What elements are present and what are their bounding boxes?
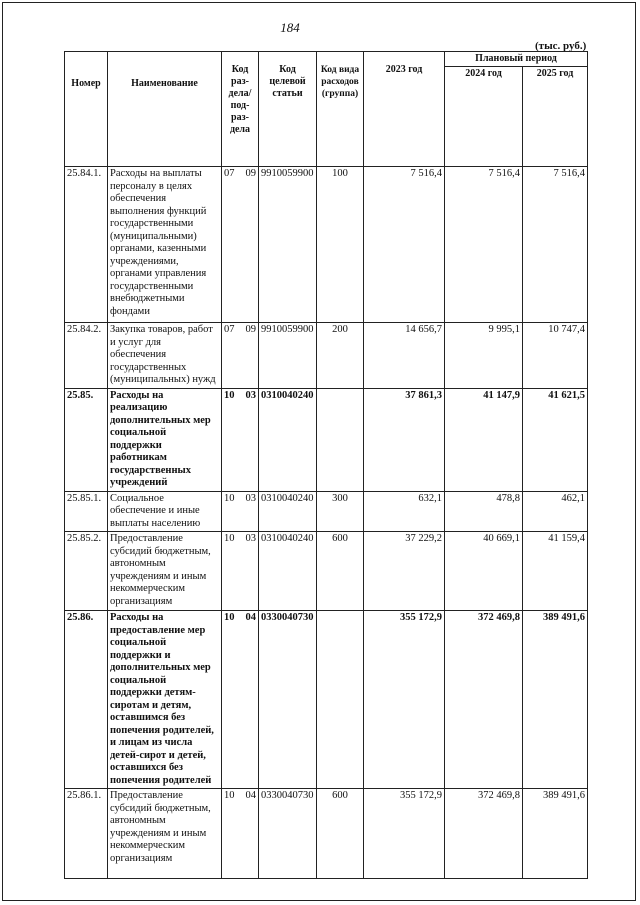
header-name: Наименование [108,52,222,167]
row-2023: 355 172,9 [364,611,445,789]
table-row [65,388,588,491]
header-plan-period: Плановый период [445,52,588,67]
row-2025: 41 159,4 [523,532,588,611]
row-2023: 37 229,2 [364,532,445,611]
row-number: 25.85.2. [65,532,108,611]
row-2024: 478,8 [445,491,523,532]
header-target: Код целевой статьи [259,52,317,167]
row-target-code: 0310040240 [259,532,317,611]
row-section-code [222,611,259,789]
row-2023: 355 172,9 [364,789,445,879]
header-2025: 2025 год [523,67,588,167]
row-name: Социальное обеспечение и иные выплаты населению [108,491,222,532]
table-row [65,532,588,611]
row-number: 25.86. [65,611,108,789]
row-target-code: 9910059900 [259,167,317,323]
budget-table [64,51,588,879]
row-exp-type: 100 [317,167,364,323]
row-exp-type: 200 [317,323,364,389]
row-2025: 41 621,5 [523,388,588,491]
row-section-code [222,532,259,611]
row-razdel: 07 [224,324,235,335]
row-2025: 7 516,4 [523,167,588,323]
row-name: Расходы на предоставление мер социальной поддержки и дополнительных мер социальной поддержки детям-сиротам и детям, оставшимся без попечения родителей, и лицам из числа детей-сирот и детей, оставшихся без попечения родителей [108,611,222,789]
header-2023: 2023 год [364,52,445,167]
row-section-code [222,388,259,491]
row-section-code [222,167,259,323]
row-exp-type [317,388,364,491]
row-target-code: 0310040240 [259,388,317,491]
row-2024: 372 469,8 [445,789,523,879]
row-2023: 37 861,3 [364,388,445,491]
row-exp-type: 600 [317,532,364,611]
page-number: 184 [280,20,300,35]
row-podrazdel: 03 [245,533,256,544]
row-number: 25.84.1. [65,167,108,323]
row-podrazdel: 03 [245,389,256,401]
row-razdel: 10 [224,790,235,801]
row-exp-type: 300 [317,491,364,532]
row-2024: 9 995,1 [445,323,523,389]
row-podrazdel: 09 [245,168,256,179]
row-2023: 14 656,7 [364,323,445,389]
row-exp-type [317,611,364,789]
row-target-code: 9910059900 [259,323,317,389]
row-name: Предоставление субсидий бюджетным, автономным учреждениям и иным некоммерческим организациям [108,532,222,611]
row-name: Расходы на реализацию дополнительных мер социальной поддержки работникам государственных учреждений [108,388,222,491]
table-row [65,323,588,389]
row-razdel: 07 [224,168,235,179]
row-2025: 10 747,4 [523,323,588,389]
row-2025: 389 491,6 [523,789,588,879]
row-name: Предоставление субсидий бюджетным, автономным учреждениям и иным некоммерческим организациям [108,789,222,879]
row-2023: 7 516,4 [364,167,445,323]
units-label: (тыс. руб.) [535,40,587,52]
table-row [65,167,588,323]
row-number: 25.86.1. [65,789,108,879]
row-podrazdel: 09 [245,324,256,335]
row-razdel: 10 [224,389,235,401]
row-target-code: 0310040240 [259,491,317,532]
table-body [65,167,588,879]
row-2023: 632,1 [364,491,445,532]
row-razdel: 10 [224,612,235,623]
header-number: Номер [65,52,108,167]
row-razdel: 10 [224,533,235,544]
row-target-code: 0330040730 [259,789,317,879]
row-podrazdel: 04 [245,612,256,623]
row-2025: 389 491,6 [523,611,588,789]
row-2024: 41 147,9 [445,388,523,491]
row-razdel: 10 [224,492,235,504]
row-number: 25.85. [65,388,108,491]
row-name: Расходы на выплаты персоналу в целях обеспечения выполнения функций государственными (муниципальными) органами, казенными учреждениями, органами управления государственными внебюджетными фондами [108,167,222,323]
table-row [65,611,588,789]
row-2024: 40 669,1 [445,532,523,611]
row-podrazdel: 04 [245,790,256,801]
header-2024: 2024 год [445,67,523,167]
row-podrazdel: 03 [245,492,256,504]
row-name: Закупка товаров, работ и услуг для обеспечения государственных (муниципальных) нужд [108,323,222,389]
table-row [65,491,588,532]
row-number: 25.84.2. [65,323,108,389]
header-section: Код раз-дела/ под-раз-дела [222,52,259,167]
row-section-code [222,323,259,389]
row-2025: 462,1 [523,491,588,532]
row-2024: 7 516,4 [445,167,523,323]
row-section-code [222,789,259,879]
header-exp-type: Код вида расходов (группа) [317,52,364,167]
row-number: 25.85.1. [65,491,108,532]
row-target-code: 0330040730 [259,611,317,789]
row-exp-type: 600 [317,789,364,879]
row-section-code [222,491,259,532]
header-row-1 [65,52,588,67]
row-2024: 372 469,8 [445,611,523,789]
table-row [65,789,588,879]
